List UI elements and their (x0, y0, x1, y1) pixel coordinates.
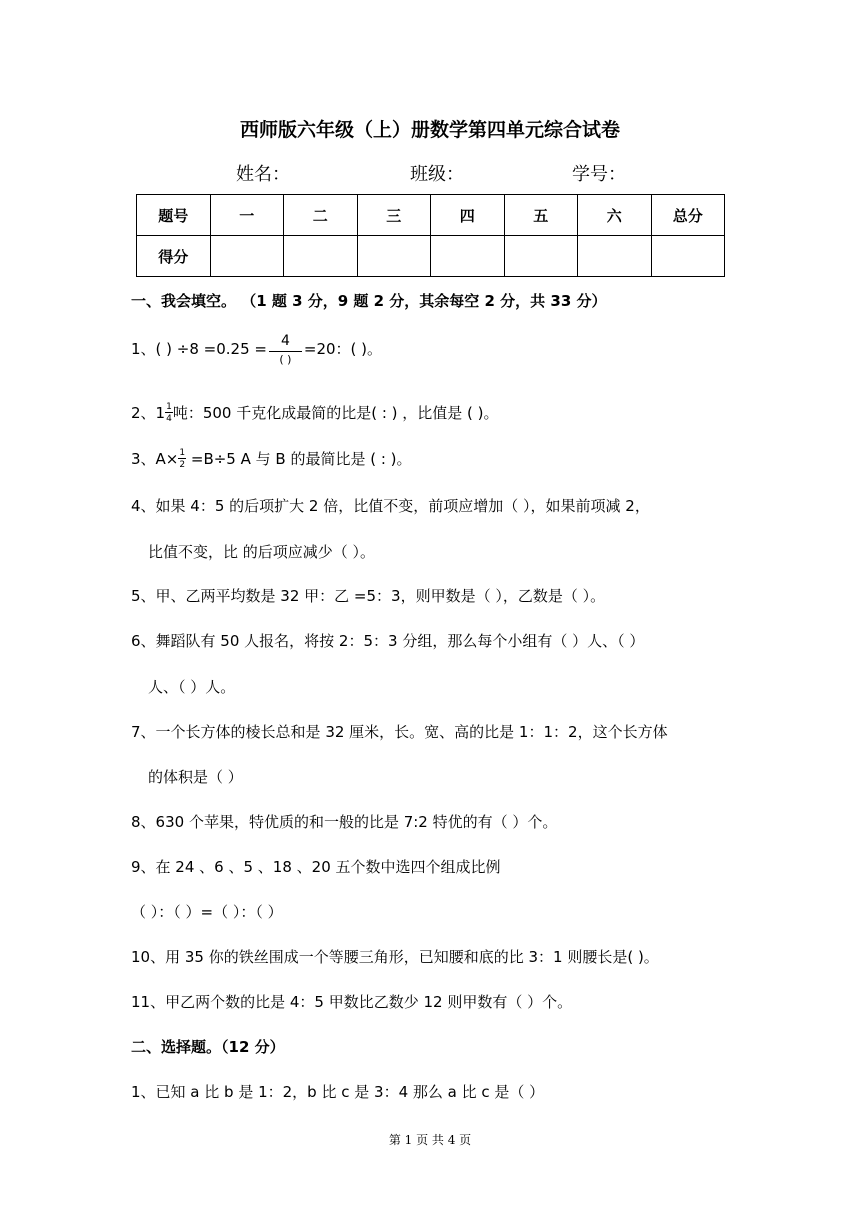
student-number-label: 学号： (572, 164, 626, 185)
question-10: 10、用 35 你的铁丝围成一个等腰三角形，已知腰和底的比 3：1 则腰长是( )。 (131, 948, 659, 966)
fraction-numerator: 1 (179, 448, 186, 458)
score-cell[interactable] (578, 236, 652, 277)
header-cell-4: 四 (431, 195, 505, 236)
question-7-line-2: 的体积是（ ） (148, 768, 243, 786)
question-3-fraction (178, 449, 186, 470)
score-row-label: 得分 (137, 236, 211, 277)
question-3 (131, 448, 412, 470)
question-7-line-1: 7、一个长方体的棱长总和是 32 厘米，长。宽、高的比是 1：1：2，这个长方体 (131, 723, 668, 741)
question-6-line-2: 人、（ ）人。 (148, 678, 236, 696)
question-3-text-a: 3、A× (131, 450, 179, 468)
section-2-question-1: 1、已知 a 比 b 是 1：2，b 比 c 是 3：4 那么 a 比 c 是（ ） (131, 1083, 545, 1101)
question-4-line-2: 比值不变，比 的后项应减少（ ）。 (148, 543, 376, 561)
question-2-text-a: 2、1 (131, 404, 166, 422)
fraction-denominator: 4 (166, 414, 172, 424)
question-1-fraction (269, 334, 302, 365)
exam-title: 西师版六年级（上）册数学第四单元综合试卷 (239, 119, 620, 141)
question-1-text-b: =20：( )。 (303, 340, 383, 358)
question-2 (131, 402, 499, 424)
question-1 (131, 334, 382, 365)
question-8: 8、630 个苹果，特优质的和一般的比是 7:2 特优的有（ ）个。 (131, 813, 558, 831)
section-1-heading: 一、我会填空。 （1 题 3 分，9 题 2 分，其余每空 2 分，共 33 分） (131, 292, 607, 310)
question-4-line-1: 4、如果 4：5 的后项扩大 2 倍，比值不变，前项应增加（ ），如果前项减 2， (131, 497, 650, 515)
header-cell-5: 五 (504, 195, 578, 236)
score-cell[interactable] (357, 236, 431, 277)
fraction-denominator: ( ) (279, 353, 292, 366)
score-table (136, 194, 725, 277)
score-cell[interactable] (210, 236, 284, 277)
header-cell-3: 三 (357, 195, 431, 236)
question-1-text-a: 1、( ) ÷8 =0.25 = (131, 340, 267, 358)
section-2-heading: 二、选择题。（12 分） (131, 1038, 285, 1056)
fraction-numerator: 4 (269, 334, 302, 352)
score-cell[interactable] (504, 236, 578, 277)
question-9-line-1: 9、在 24 、6 、5 、18 、20 五个数中选四个组成比例 (131, 858, 501, 876)
header-cell-2: 二 (284, 195, 358, 236)
class-label: 班级： (410, 164, 464, 185)
name-label: 姓名： (236, 164, 290, 185)
score-cell[interactable] (431, 236, 505, 277)
page-footer: 第 1 页 共 4 页 (388, 1133, 472, 1147)
question-3-text-b: =B÷5 A 与 B 的最简比是 ( : )。 (186, 450, 412, 468)
header-cell-question-number: 题号 (137, 195, 211, 236)
score-table-header-row (137, 195, 725, 236)
question-6-line-1: 6、舞蹈队有 50 人报名，将按 2：5：3 分组，那么每个小组有（ ）人、（ ） (131, 632, 645, 650)
score-table-score-row (137, 236, 725, 277)
question-11: 11、甲乙两个数的比是 4：5 甲数比乙数少 12 则甲数有（ ）个。 (131, 993, 573, 1011)
header-cell-total: 总分 (651, 195, 725, 236)
score-cell[interactable] (651, 236, 725, 277)
header-cell-6: 六 (578, 195, 652, 236)
question-5: 5、甲、乙两平均数是 32 甲：乙 =5：3，则甲数是（ ），乙数是（ ）。 (131, 587, 606, 605)
question-9-line-2: （ ）：（ ）=（ ）：（ ） (131, 903, 283, 921)
question-2-fraction (165, 403, 173, 424)
score-cell[interactable] (284, 236, 358, 277)
fraction-denominator: 2 (179, 460, 186, 470)
header-cell-1: 一 (210, 195, 284, 236)
question-2-text-b: 吨：500 千克化成最简的比是( : ) ，比值是 ( )。 (172, 404, 499, 422)
fraction-numerator: 1 (166, 402, 172, 412)
